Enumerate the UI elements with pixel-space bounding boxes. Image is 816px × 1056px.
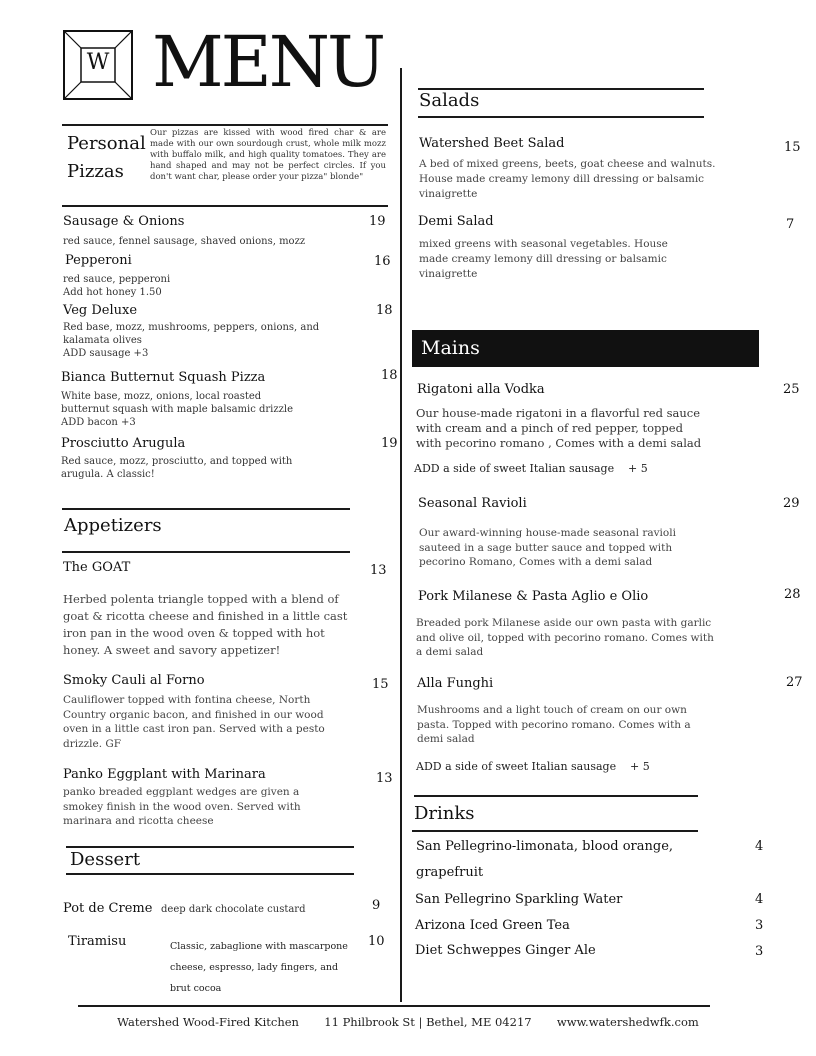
menu-item-name: Veg Deluxe [63, 303, 138, 318]
menu-item-desc: Breaded pork Milanese aside our own pasta with garlic and olive oil, topped with pecorino romano. Comes with a demi salad [416, 617, 714, 658]
drink-item-name: Arizona Iced Green Tea [415, 918, 570, 933]
salads-rule-2 [418, 116, 704, 118]
menu-item-desc: Red sauce, mozz, prosciutto, and topped with arugula. A classic! [61, 456, 293, 480]
pizza-heading [67, 130, 146, 186]
menu-item-price: 19 [381, 436, 398, 451]
drinks-title: Drinks [414, 803, 475, 824]
menu-item-desc: A bed of mixed greens, beets, goat cheese and walnuts. House made creamy lemony dill dressing or balsamic vinaigrette [419, 158, 716, 200]
menu-item-name: Alla Funghi [417, 676, 494, 691]
menu-item-name: Bianca Butternut Squash Pizza [61, 370, 266, 385]
menu-item-price: 28 [784, 587, 801, 602]
appetizers-bottom-rule [62, 551, 350, 553]
logo-letter: W [86, 50, 110, 75]
column-divider [400, 68, 402, 1002]
drinks-top-rule [414, 795, 698, 797]
menu-item-price: 25 [783, 382, 800, 397]
footer-address: 11 Philbrook St | Bethel, ME 04217 [324, 1015, 532, 1029]
salads-rule-1 [418, 88, 704, 90]
menu-item-addon: ADD a side of sweet Italian sausage + 5 [416, 760, 650, 773]
menu-item-price: 19 [369, 214, 386, 229]
menu-item-price: 7 [786, 217, 795, 232]
menu-item-price: 15 [372, 677, 389, 692]
menu-item-desc: Herbed polenta triangle topped with a blend of goat & ricotta cheese and finished in a little cast iron pan in the wood oven & topped with hot honey. A sweet and savory appetizer! [63, 592, 348, 657]
menu-item-name: Prosciutto Arugula [61, 436, 186, 451]
page-title: MENU [152, 21, 384, 103]
menu-item-desc: Classic, zabaglione with mascarpone cheese, espresso, lady fingers, and brut cocoa [170, 941, 348, 994]
menu-item-name: Watershed Beet Salad [419, 136, 565, 151]
menu-item-name: Tiramisu [68, 934, 127, 949]
menu-item-desc: panko breaded eggplant wedges are given a smokey finish in the wood oven. Served with marinara and ricotta cheese [63, 786, 301, 827]
menu-item-addon: ADD sausage +3 [63, 348, 149, 359]
menu-item-price: 16 [374, 254, 391, 269]
menu-item-desc: deep dark chocolate custard [161, 904, 306, 915]
menu-item-desc: White base, mozz, onions, local roasted butternut squash with maple balsamic drizzle [61, 391, 294, 415]
menu-item-price: 15 [784, 140, 801, 155]
menu-item-name: Rigatoni alla Vodka [417, 382, 545, 397]
menu-item-name: Demi Salad [418, 214, 494, 229]
menu-item-name: The GOAT [63, 560, 131, 575]
footer [0, 1015, 816, 1029]
menu-item-price: 13 [370, 563, 387, 578]
menu-item-desc: red sauce, fennel sausage, shaved onions, mozz [63, 236, 306, 247]
drink-item-price: 3 [755, 944, 764, 959]
menu-item-desc: red sauce, pepperoni [63, 274, 171, 285]
drink-item-name: Diet Schweppes Ginger Ale [415, 943, 596, 958]
drink-item-name: San Pellegrino-limonata, blood orange, [416, 839, 674, 854]
menu-item-desc: Our award-winning house-made seasonal ravioli sauteed in a sage butter sauce and topped with pecorino Romano, Comes with a demi salad [419, 527, 676, 568]
menu-item-price: 13 [376, 771, 393, 786]
menu-item-price: 18 [376, 303, 393, 318]
drink-item-price: 4 [755, 839, 764, 854]
menu-item-desc: Cauliflower topped with fontina cheese, North Country organic bacon, and finished in our wood oven in a little cast iron pan. Served with a pesto drizzle. GF [63, 694, 325, 750]
mains-title: Mains [421, 337, 480, 359]
menu-item-name: Pot de Creme [63, 901, 153, 916]
menu-item-price: 29 [783, 496, 800, 511]
menu-item-price: 18 [381, 368, 398, 383]
footer-website[interactable]: www.watershedwfk.com [556, 1015, 699, 1029]
footer-rule [78, 1005, 710, 1007]
menu-item-name: Seasonal Ravioli [418, 496, 527, 511]
menu-item-price: 10 [368, 934, 385, 949]
salads-title: Salads [419, 90, 480, 111]
drink-item-price: 3 [755, 918, 764, 933]
menu-item-desc: Red base, mozz, mushrooms, peppers, onions, and kalamata olives [63, 322, 320, 346]
pizza-top-rule [62, 124, 388, 126]
dessert-top-rule [66, 846, 354, 848]
menu-item-name: Pepperoni [65, 253, 132, 268]
pizza-heading-line2: Pizzas [67, 161, 124, 182]
drinks-bottom-rule [412, 830, 698, 832]
dessert-bottom-rule [66, 873, 354, 875]
appetizers-top-rule [62, 508, 350, 510]
pizza-intro: Our pizzas are kissed with wood fired char & are made with our own sourdough crust, whole milk mozz with buffalo milk, and high quality tomatoes. They are hand shaped and may not be perfect circles. If you don't want char, please order your pizza" blonde" [150, 128, 386, 182]
drink-item-name-cont: grapefruit [416, 865, 484, 880]
pizza-heading-line1: Personal [67, 133, 146, 154]
logo-mark [63, 30, 133, 100]
menu-item-desc: Our house-made rigatoni in a flavorful red sauce with cream and a pinch of red pepper, topped with pecorino romano , Comes with a demi salad [416, 406, 702, 450]
menu-item-name: Smoky Cauli al Forno [63, 673, 205, 688]
menu-item-name: Panko Eggplant with Marinara [63, 767, 266, 782]
drink-item-price: 4 [755, 892, 764, 907]
menu-item-addon: Add hot honey 1.50 [63, 287, 162, 298]
menu-item-price: 9 [372, 898, 381, 913]
pizza-bottom-rule [62, 205, 388, 207]
menu-item-desc: Mushrooms and a light touch of cream on our own pasta. Topped with pecorino romano. Comes with a demi salad [417, 704, 691, 745]
drink-item-name: San Pellegrino Sparkling Water [415, 892, 623, 907]
menu-item-name: Sausage & Onions [63, 214, 185, 229]
footer-restaurant: Watershed Wood-Fired Kitchen [117, 1015, 299, 1029]
menu-item-price: 27 [786, 675, 803, 690]
dessert-title: Dessert [70, 849, 141, 870]
menu-item-addon: ADD bacon +3 [61, 417, 136, 428]
menu-item-desc: mixed greens with seasonal vegetables. House made creamy lemony dill dressing or balsamic vinaigrette [419, 238, 668, 280]
menu-item-name: Pork Milanese & Pasta Aglio e Olio [418, 589, 649, 604]
appetizers-title: Appetizers [64, 515, 162, 536]
menu-item-addon: ADD a side of sweet Italian sausage + 5 [414, 462, 648, 475]
